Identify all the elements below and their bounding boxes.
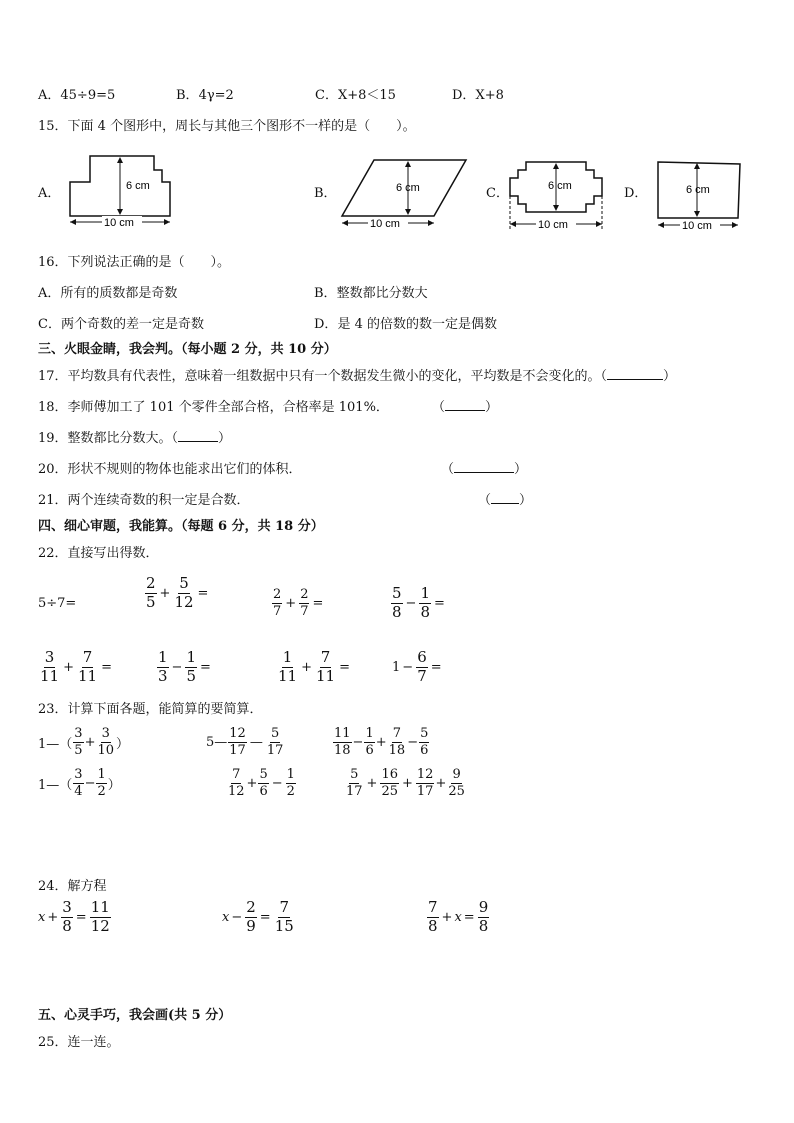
- q14-option-a: A．45÷9=5: [38, 88, 116, 103]
- q14-option-b: B．4γ=2: [176, 88, 234, 103]
- q17: 17．平均数具有代表性，意味着一组数据中只有一个数据发生微小的变化，平均数是不会变化的。（ ）: [38, 369, 677, 384]
- fraction: $\frac{16}{25}$: [381, 767, 398, 799]
- fraction: $\frac{1}{6}$: [365, 726, 374, 758]
- q15-figure-a: [62, 150, 180, 230]
- q15-c-width-label: 10 cm: [538, 219, 568, 231]
- q22-expr-2: $\frac{2}{5}$ + $\frac{5}{12}$ =: [146, 574, 209, 611]
- q22-expr-5: $\frac{3}{11}$ + $\frac{7}{11}$ =: [40, 648, 112, 685]
- fraction: $\frac{5}{17}$: [266, 726, 284, 758]
- fraction: $\frac{7}{18}$: [388, 726, 406, 758]
- q23-expr-1: 1—（ $\frac{3}{5}$ + $\frac{3}{10}$ ）: [38, 726, 130, 758]
- fraction: $\frac{3}{5}$: [74, 726, 83, 758]
- q15-a-width-label: 10 cm: [104, 217, 134, 229]
- q23-stem: 23．计算下面各题，能简算的要简算．: [38, 702, 263, 717]
- q16-stem: 16．下列说法正确的是（ ）。: [38, 255, 231, 270]
- fraction: $\frac{7}{8}$: [428, 898, 438, 935]
- q15-figure-c: [506, 150, 608, 234]
- fraction: $\frac{7}{11}$: [316, 648, 336, 685]
- fraction: $\frac{3}{4}$: [74, 767, 83, 799]
- q22-stem: 22．直接写出得数．: [38, 546, 159, 561]
- q24-equation-3: $\frac{7}{8}$ + x = $\frac{9}{8}$: [428, 898, 489, 935]
- q25: 25．连一连。: [38, 1035, 120, 1050]
- q22-expr-4: $\frac{5}{8}$ − $\frac{1}{8}$ =: [392, 584, 445, 621]
- q15-label-d: D．: [624, 186, 648, 201]
- q14-option-d: D．X+8: [452, 88, 504, 103]
- fraction: $\frac{1}{2}$: [286, 767, 295, 799]
- fraction: $\frac{9}{25}$: [448, 767, 465, 799]
- fraction: $\frac{11}{12}$: [90, 898, 110, 935]
- fraction: $\frac{5}{12}$: [174, 574, 194, 611]
- q22-expr-8: 1 − $\frac{6}{7}$ =: [392, 648, 442, 685]
- q23-expr-5: $\frac{7}{12}$ + $\frac{5}{6}$ − $\frac{1}{2}$: [228, 767, 295, 799]
- fraction: $\frac{5}{17}$: [346, 767, 363, 799]
- q15-label-c: C．: [486, 186, 509, 201]
- q20: 20．形状不规则的物体也能求出它们的体积．: [38, 462, 302, 477]
- fraction: $\frac{1}{3}$: [158, 648, 168, 685]
- fraction: $\frac{2}{7}$: [273, 587, 282, 619]
- fraction: $\frac{7}{15}$: [274, 898, 294, 935]
- fraction: $\frac{7}{12}$: [228, 767, 245, 799]
- q22-expr-3: $\frac{2}{7}$ + $\frac{2}{7}$ =: [273, 587, 324, 619]
- q23-expr-2: 5— $\frac{12}{17}$ — $\frac{5}{17}$: [206, 726, 284, 758]
- fraction: $\frac{12}{17}$: [416, 767, 434, 799]
- fraction: $\frac{7}{11}$: [78, 648, 98, 685]
- q21-answer: （ ）: [478, 493, 533, 508]
- q16-option-d: D．是 4 的倍数的数一定是偶数: [314, 317, 497, 332]
- fraction: $\frac{6}{7}$: [417, 648, 427, 685]
- q16-option-b: B．整数都比分数大: [314, 286, 428, 301]
- q23-expr-6: $\frac{5}{17}$ + $\frac{16}{25}$ + $\frac{12}{17}$ + $\frac{9}{25}$: [346, 767, 465, 799]
- fraction: $\frac{3}{10}$: [97, 726, 115, 758]
- fraction: $\frac{2}{5}$: [146, 574, 156, 611]
- q21: 21．两个连续奇数的积一定是合数．: [38, 493, 250, 508]
- q23-expr-4: 1—（ $\frac{3}{4}$ − $\frac{1}{2}$ ）: [38, 767, 121, 799]
- fraction: $\frac{1}{11}$: [278, 648, 298, 685]
- q15-a-height-label: 6 cm: [126, 180, 150, 192]
- fraction: $\frac{5}{8}$: [392, 584, 402, 621]
- q17-answer-blank[interactable]: [607, 367, 663, 380]
- q14-option-c: C．X+8＜15: [315, 88, 396, 103]
- fraction: $\frac{3}{11}$: [40, 648, 60, 685]
- fraction: $\frac{1}{8}$: [420, 584, 430, 621]
- fraction: $\frac{1}{5}$: [186, 648, 196, 685]
- q19: 19．整数都比分数大。（ ）: [38, 431, 232, 446]
- q18: 18．李师傅加工了 101 个零件全部合格，合格率是 101%．: [38, 400, 389, 415]
- q22-expr-6: $\frac{1}{3}$ − $\frac{1}{5}$ =: [158, 648, 211, 685]
- fraction: $\frac{5}{6}$: [259, 767, 268, 799]
- q15-b-height-label: 6 cm: [396, 182, 420, 194]
- fraction: $\frac{9}{8}$: [478, 898, 489, 935]
- q21-answer-blank[interactable]: [491, 491, 519, 504]
- q15-d-width-label: 10 cm: [682, 220, 712, 232]
- q18-answer-blank[interactable]: [445, 398, 485, 411]
- fraction: $\frac{1}{2}$: [97, 767, 106, 799]
- q16-option-a: A．所有的质数都是奇数: [38, 286, 178, 301]
- q15-b-width-label: 10 cm: [370, 218, 400, 230]
- q15-stem: 15．下面 4 个图形中，周长与其他三个图形不一样的是（ ）。: [38, 119, 416, 134]
- section5-title: 五、心灵手巧，我会画(共 5 分）: [38, 1008, 232, 1023]
- q24-stem: 24．解方程: [38, 879, 107, 894]
- fraction: $\frac{5}{6}$: [420, 726, 429, 758]
- q15-c-height-label: 6 cm: [548, 180, 572, 192]
- fraction: $\frac{3}{8}$: [62, 898, 72, 935]
- fraction: $\frac{2}{7}$: [300, 587, 309, 619]
- q23-expr-3: $\frac{11}{18}$ − $\frac{1}{6}$ + $\frac{7}{18}$ − $\frac{5}{6}$: [334, 726, 429, 758]
- q15-label-a: A．: [38, 186, 61, 201]
- section4-title: 四、细心审题，我能算。（每题 6 分，共 18 分）: [38, 519, 324, 534]
- fraction: $\frac{12}{17}$: [229, 726, 246, 758]
- fraction: $\frac{11}{18}$: [334, 726, 351, 758]
- section3-title: 三、火眼金睛，我会判。（每小题 2 分，共 10 分）: [38, 342, 337, 357]
- q24-equation-1: x + $\frac{3}{8}$ = $\frac{11}{12}$: [38, 898, 110, 935]
- q24-equation-2: x − $\frac{2}{9}$ = $\frac{7}{15}$: [222, 898, 294, 935]
- q15-label-b: B．: [314, 186, 337, 201]
- q18-answer: （ ）: [432, 400, 499, 415]
- fraction: $\frac{2}{9}$: [246, 898, 256, 935]
- q15-figure-d: [650, 150, 744, 232]
- q15-d-height-label: 6 cm: [686, 184, 710, 196]
- q22-expr-7: $\frac{1}{11}$ + $\frac{7}{11}$ =: [278, 648, 350, 685]
- q16-option-c: C．两个奇数的差一定是奇数: [38, 317, 204, 332]
- q15-figure-b: [336, 150, 470, 232]
- q19-answer-blank[interactable]: [178, 429, 218, 442]
- q20-answer: （ ）: [441, 462, 528, 477]
- q20-answer-blank[interactable]: [454, 460, 514, 473]
- q22-expr-1: 5÷7=: [38, 596, 77, 611]
